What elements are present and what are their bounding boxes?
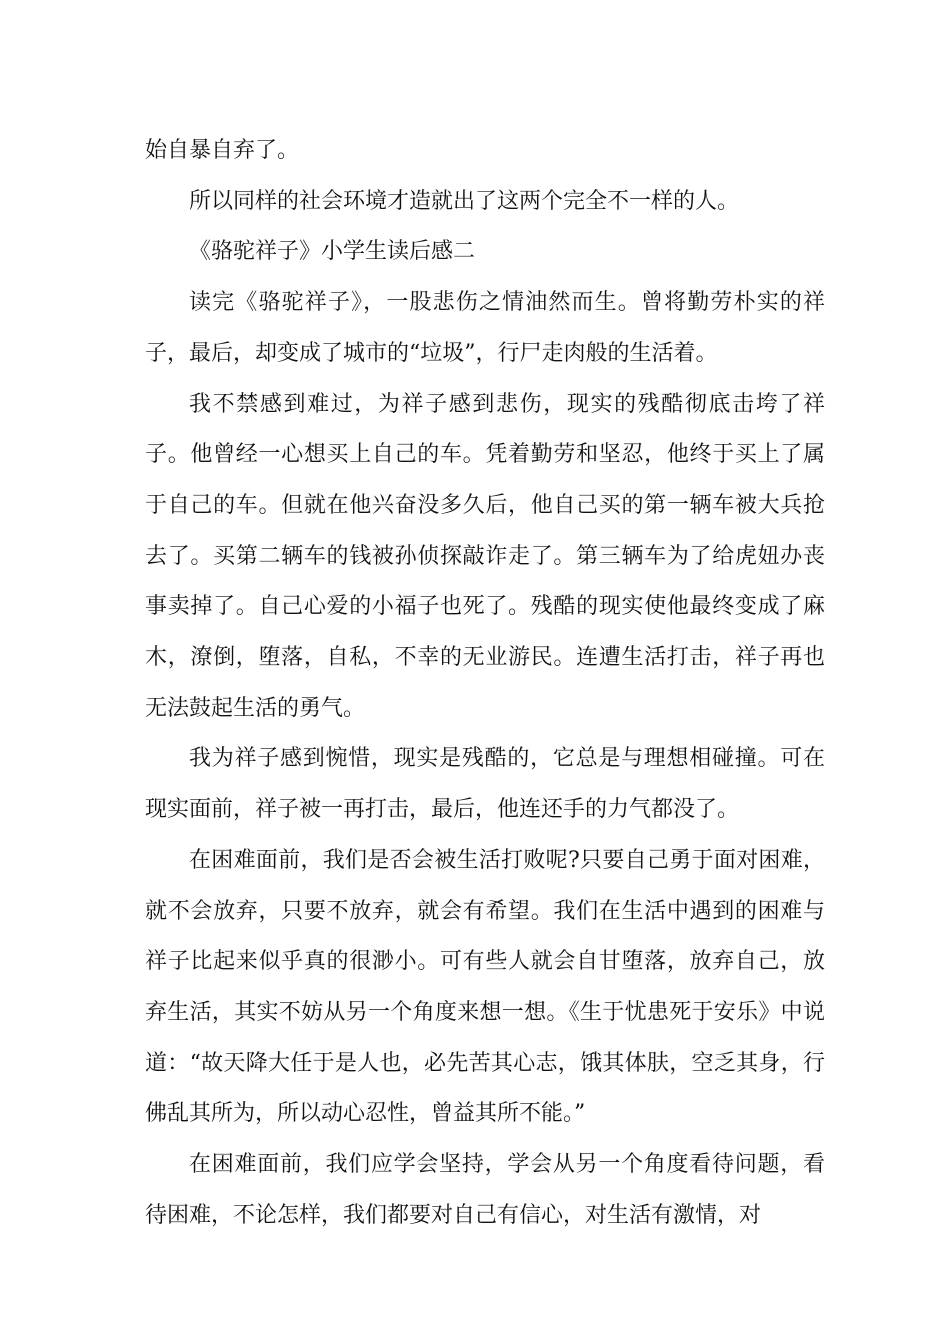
paragraph-intro: 读完《骆驼祥子》，一股悲伤之情油然而生。曾将勤劳朴实的祥子，最后，却变成了城市的“垃圾”，行尸走肉般的生活着。 (145, 290, 825, 366)
paragraph-story: 我不禁感到难过，为祥子感到悲伤，现实的残酷彻底击垮了祥子。他曾经一心想买上自己的车。凭着勤劳和坚忍，他终于买上了属于自己的车。但就在他兴奋没多久后，他自己买的第一辆车被大兵抢去了。买第二辆车的钱被孙侦探敲诈走了。第三辆车为了给虎妞办丧事卖掉了。自己心爱的小福子也死了。残酷的现实使他最终变成了麻木，潦倒，堕落，自私，不幸的无业游民。连遭生活打击，祥子再也无法鼓起生活的勇气。 (145, 391, 825, 721)
paragraph-conclusion: 在困难面前，我们应学会坚持，学会从另一个角度看待问题，看待困难，不论怎样，我们都要对自己有信心，对生活有激情，对 (145, 1152, 825, 1228)
paragraph-reflection: 我为祥子感到惋惜，现实是残酷的，它总是与理想相碰撞。可在现实面前，祥子被一再打击，最后，他连还手的力气都没了。 (145, 746, 825, 823)
paragraph-summary: 所以同样的社会环境才造就出了这两个完全不一样的人。 (189, 188, 740, 214)
paragraph-difficulty: 在困难面前，我们是否会被生活打败呢?只要自己勇于面对困难，就不会放弃，只要不放弃，就会有希望。我们在生活中遇到的困难与祥子比起来似乎真的很渺小。可有些人就会自甘堕落，放弃自己，放弃生活，其实不妨从另一个角度来想一想。《生于忧患死于安乐》中说道：“故天降大任于是人也，必先苦其心志，饿其体肤，空乏其身，行佛乱其所为，所以动心忍性，曾益其所不能。” (145, 847, 825, 1127)
section-heading: 《骆驼祥子》小学生读后感二 (189, 239, 476, 265)
document-body (145, 126, 825, 1241)
paragraph-continuation: 始自暴自弃了。 (145, 138, 300, 163)
